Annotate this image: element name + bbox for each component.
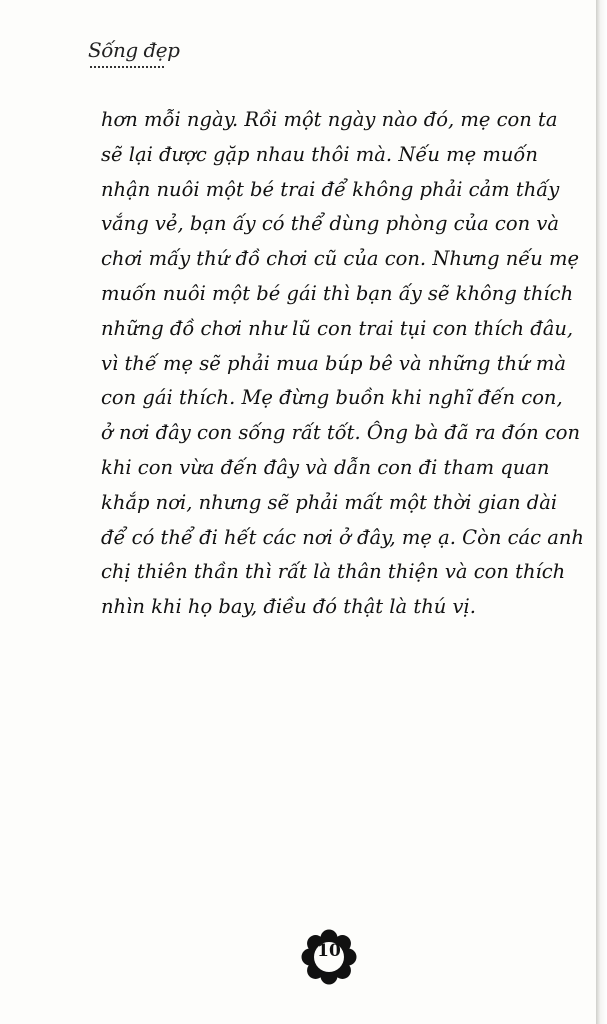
text-line: sẽ lại được gặp nhau thôi mà. Nếu mẹ muốn (101, 142, 538, 166)
text-line: muốn nuôi một bé gái thì bạn ấy sẽ không thích (101, 281, 574, 305)
body-text (101, 103, 584, 625)
text-line: khắp nơi, nhưng sẽ phải mất một thời gian dài (101, 490, 558, 514)
page-edge-shadow (596, 0, 607, 1024)
text-line: hơn mỗi ngày. Rồi một ngày nào đó, mẹ con ta (101, 108, 558, 131)
running-title-dotted-rule (90, 66, 164, 68)
text-line: ở nơi đây con sống rất tốt. Ông bà đã ra đón con (101, 421, 581, 445)
text-line: con gái thích. Mẹ đừng buồn khi nghĩ đến con, (101, 386, 563, 410)
running-title: Sống đẹp (88, 38, 180, 62)
text-line: vắng vẻ, bạn ấy có thể dùng phòng của con và (101, 212, 559, 236)
text-line: chơi mấy thứ đồ chơi cũ của con. Nhưng nếu mẹ (101, 247, 580, 271)
text-line: khi con vừa đến đây và dẫn con đi tham quan (101, 455, 550, 479)
text-line: để có thể đi hết các nơi ở đây, mẹ ạ. Còn các anh (101, 525, 584, 549)
page-number: 10 (317, 941, 341, 961)
text-line: nhìn khi họ bay, điều đó thật là thú vị. (101, 595, 476, 619)
text-line: nhận nuôi một bé trai để không phải cảm thấy (101, 177, 560, 201)
text-line: những đồ chơi như lũ con trai tụi con thích đâu, (101, 316, 574, 340)
text-line: chị thiên thần thì rất là thân thiện và con thích (101, 560, 566, 584)
text-line: vì thế mẹ sẽ phải mua búp bê và những thứ mà (101, 351, 566, 375)
